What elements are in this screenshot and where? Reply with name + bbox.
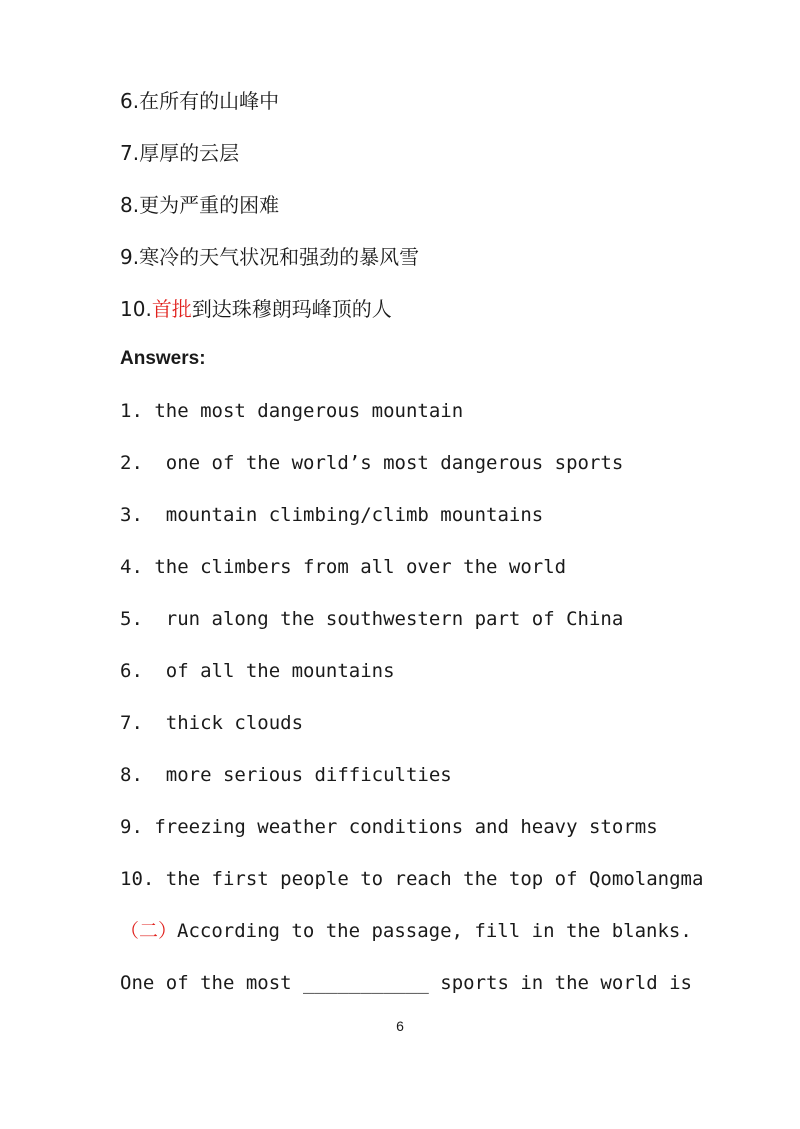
answer-item-7: 7. thick clouds — [120, 712, 304, 734]
answer-item-9: 9. freezing weather conditions and heavy storms — [120, 816, 658, 838]
section-2-instruction-text: According to the passage, fill in the blanks. — [177, 920, 692, 942]
vocab-item-7: 7.厚厚的云层 — [120, 141, 240, 165]
answer-item-4: 4. the climbers from all over the world — [120, 556, 567, 578]
answer-item-2: 2. one of the world’s most dangerous sports — [120, 452, 624, 474]
section-2-marker: （二） — [120, 920, 178, 942]
answer-item-3: 3. mountain climbing/climb mountains — [120, 504, 544, 526]
answer-item-6: 6. of all the mountains — [120, 660, 395, 682]
vocab-item-10-number: 10. — [120, 297, 152, 321]
fill-in-blank-line: One of the most ___________ sports in the world is — [120, 972, 692, 994]
answers-heading: Answers: — [120, 348, 206, 369]
answer-item-8: 8. more serious difficulties — [120, 764, 452, 786]
answer-item-1: 1. the most dangerous mountain — [120, 400, 464, 422]
vocab-item-6: 6.在所有的山峰中 — [120, 89, 280, 113]
section-2-instruction — [120, 918, 692, 944]
vocab-item-10 — [120, 296, 392, 322]
answer-item-10: 10. the first people to reach the top of Qomolangma — [120, 868, 704, 890]
page-number: 6 — [396, 1018, 404, 1034]
vocab-item-9: 9.寒冷的天气状况和强劲的暴风雪 — [120, 245, 420, 269]
vocab-item-10-text: 到达珠穆朗玛峰顶的人 — [191, 297, 392, 321]
answer-item-5: 5. run along the southwestern part of China — [120, 608, 624, 630]
vocab-item-8: 8.更为严重的困难 — [120, 193, 280, 217]
vocab-item-10-highlight: 首批 — [151, 297, 192, 321]
